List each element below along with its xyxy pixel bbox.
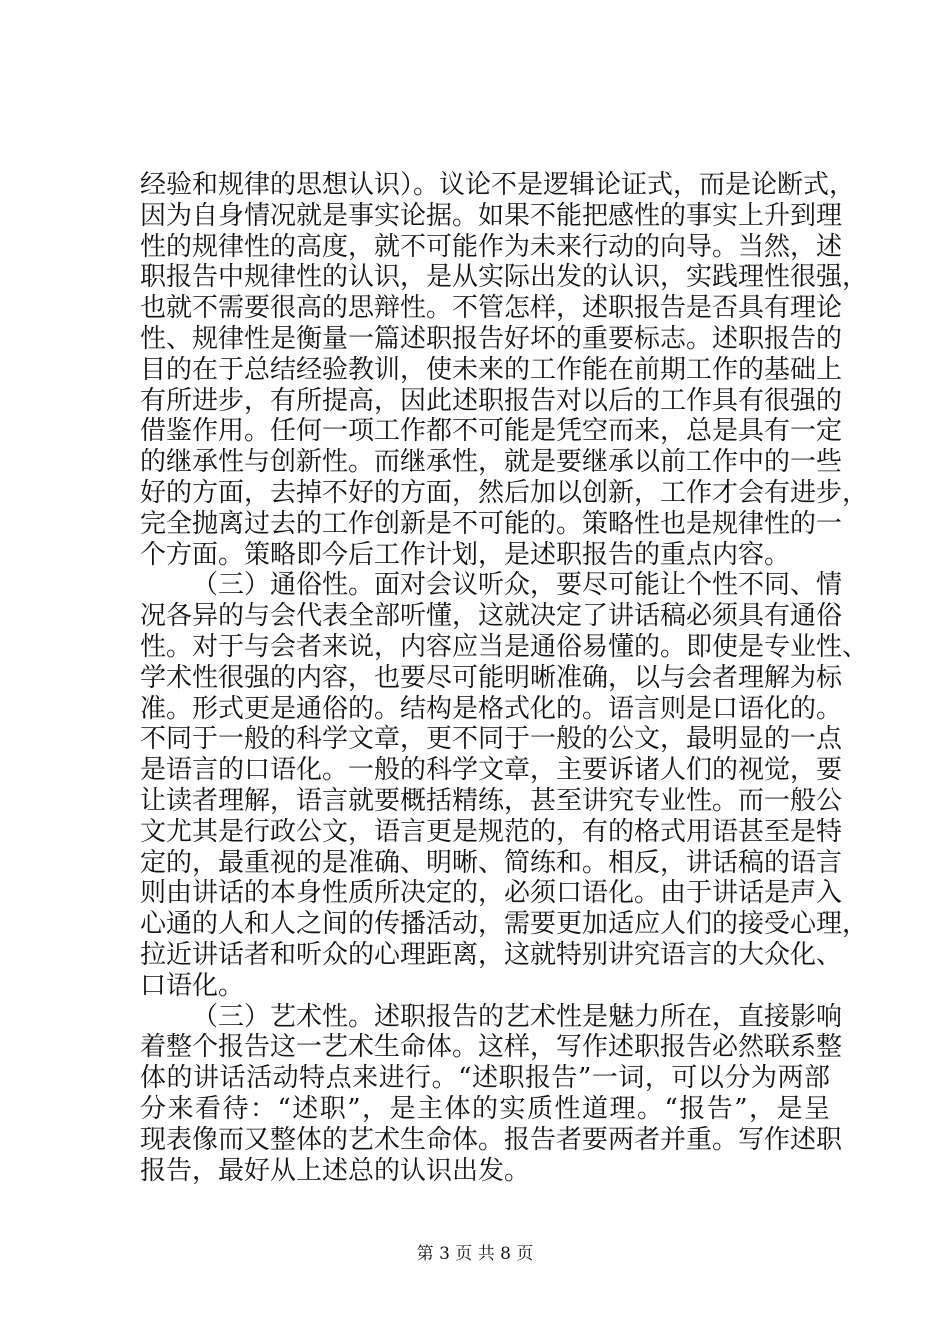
- paragraph: [140, 570, 869, 1001]
- text-line: 现表像而又整体的艺术生命体。报告者要两者并重。写作述职: [140, 1124, 843, 1155]
- text-line: 着整个报告这一艺术生命体。这样，写作述职报告必然联系整: [140, 1032, 843, 1063]
- text-line: 不同于一般的科学文章，更不同于一般的公文，最明显的一点: [140, 724, 843, 755]
- text-line: 学术性很强的内容，也要尽可能明晰准确，以与会者理解为标: [140, 662, 843, 693]
- text-line: 有所进步，有所提高，因此述职报告对以后的工作具有很强的: [140, 385, 843, 416]
- text-line: 况各异的与会代表全部听懂，这就决定了讲话稿必须具有通俗: [140, 601, 843, 632]
- text-line: 则由讲话的本身性质所决定的，必须口语化。由于讲话是声入: [140, 878, 843, 909]
- text-line: 性。对于与会者来说，内容应当是通俗易懂的。即使是专业性、: [140, 631, 869, 662]
- text-line: 完全抛离过去的工作创新是不可能的。策略性也是规律性的一: [140, 508, 843, 539]
- text-line: 性、规律性是衡量一篇述职报告好坏的重要标志。述职报告的: [140, 323, 843, 354]
- text-line: 口语化。: [140, 970, 245, 1001]
- text-line: 分来看待：“述职”，是主体的实质性道理。“报告”，是呈: [140, 1093, 830, 1124]
- text-line: 也就不需要很高的思辩性。不管怎样，述职报告是否具有理论: [140, 293, 843, 324]
- text-line: 个方面。策略即今后工作计划，是述职报告的重点内容。: [140, 539, 791, 570]
- text-line: 的继承性与创新性。而继承性，就是要继承以前工作中的一些: [140, 447, 843, 478]
- text-line: 目的在于总结经验教训，使未来的工作能在前期工作的基础上: [140, 354, 843, 385]
- text-line: 借鉴作用。任何一项工作都不可能是凭空而来，总是具有一定: [140, 416, 843, 447]
- page-footer: [0, 1243, 950, 1265]
- document-body: [140, 170, 869, 1186]
- text-line: （三）艺术性。述职报告的艺术性是魅力所在，直接影响: [192, 1001, 843, 1032]
- text-line: 职报告中规律性的认识，是从实际出发的认识，实践理性很强，: [140, 262, 869, 293]
- paragraph: [140, 1001, 843, 1187]
- text-line: 经验和规律的思想认识）。议论不是逻辑论证式，而是论断式，: [140, 170, 856, 200]
- text-line: （三）通俗性。面对会议听众，要尽可能让个性不同、情: [192, 570, 843, 601]
- paragraph: [140, 170, 869, 570]
- page-number-label: 第 3 页 共 8 页: [416, 1244, 534, 1264]
- text-line: 定的，最重视的是准确、明晰、简练和。相反，讲话稿的语言: [140, 847, 843, 878]
- text-line: 体的讲话活动特点来进行。“述职报告”一词，可以分为两部: [140, 1063, 830, 1094]
- text-line: 是语言的口语化。一般的科学文章，主要诉诸人们的视觉，要: [140, 755, 843, 786]
- text-line: 让读者理解，语言就要概括精练，甚至讲究专业性。而一般公: [140, 785, 843, 816]
- text-line: 拉近讲话者和听众的心理距离，这就特别讲究语言的大众化、: [140, 939, 843, 970]
- text-line: 准。形式更是通俗的。结构是格式化的。语言则是口语化的。: [140, 693, 843, 724]
- text-line: 心通的人和人之间的传播活动，需要更加适应人们的接受心理，: [140, 909, 869, 940]
- text-line: 文尤其是行政公文，语言更是规范的，有的格式用语甚至是特: [140, 816, 843, 847]
- text-line: 好的方面，去掉不好的方面，然后加以创新，工作才会有进步，: [140, 477, 869, 508]
- text-line: 因为自身情况就是事实论据。如果不能把感性的事实上升到理: [140, 200, 843, 231]
- text-line: 报告，最好从上述总的认识出发。: [140, 1155, 531, 1186]
- text-line: 性的规律性的高度，就不可能作为未来行动的向导。当然，述: [140, 231, 843, 262]
